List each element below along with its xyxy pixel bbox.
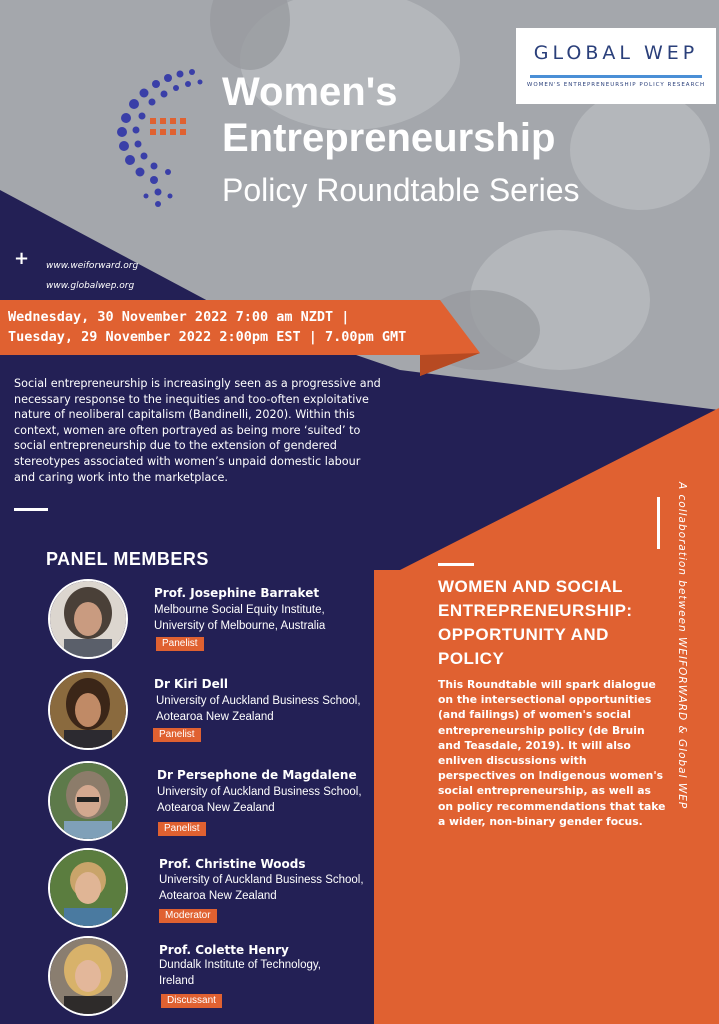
title-line-1: Women's (222, 70, 398, 114)
panel-heading: PANEL MEMBERS (46, 549, 209, 569)
vertical-rule (657, 497, 660, 549)
role-badge: Discussant (161, 994, 222, 1008)
member-name: Prof. Josephine Barraket (154, 586, 320, 600)
logo-mark-icon (100, 66, 215, 216)
collaboration-note: A collaboration between WEIFORWARD & Global WEP (676, 482, 688, 810)
role-badge: Panelist (156, 637, 204, 651)
member-name: Prof. Christine Woods (159, 857, 306, 871)
member-affiliation: University of Auckland Business School, Aotearoa New Zealand (157, 786, 362, 814)
member-name: Dr Persephone de Magdalene (157, 768, 357, 782)
logo-underline (530, 75, 702, 78)
role-badge: Panelist (153, 728, 201, 742)
date-line-2: Tuesday, 29 November 2022 2:00pm EST | 7.00pm GMT (8, 329, 407, 345)
logo-tagline: WOMEN'S ENTREPRENEURSHIP POLICY RESEARCH (526, 82, 706, 88)
divider (14, 508, 48, 511)
avatar (48, 761, 128, 841)
logo-name: GLOBAL WEP (533, 42, 699, 64)
role-badge: Moderator (159, 909, 217, 923)
role-badge: Panelist (158, 822, 206, 836)
link-globalwep[interactable]: www.globalwep.org (46, 281, 135, 291)
divider (438, 563, 474, 566)
member-name: Prof. Colette Henry (159, 943, 289, 957)
avatar (48, 936, 128, 1016)
member-affiliation: University of Auckland Business School, Aotearoa New Zealand (156, 695, 361, 723)
member-affiliation: University of Auckland Business School, Aotearoa New Zealand (159, 874, 364, 902)
member-name: Dr Kiri Dell (154, 677, 229, 691)
topic-body: This Roundtable will spark dialogue on the intersectional opportunities (and failings) of women's social entrepreneurship policy (de Bruin and Teasdale, 2019). It will also enliven discussions with perspectives on Indigenous women's social entrepreneurship, as well as on policy recommendations that take a wider, non-binary gender focus. (438, 678, 666, 828)
link-weiforward[interactable]: www.weiforward.org (46, 261, 139, 271)
avatar (48, 579, 128, 659)
member-affiliation: Melbourne Social Equity Institute, University of Melbourne, Australia (154, 604, 326, 632)
plus-icon: + (14, 248, 30, 269)
title-line-2: Entrepreneurship (222, 116, 556, 160)
links (46, 256, 138, 296)
date-line-1: Wednesday, 30 November 2022 7:00 am NZDT | (8, 309, 350, 325)
subtitle: Policy Roundtable Series (222, 172, 580, 208)
intro-paragraph: Social entrepreneurship is increasingly seen as a progressive and necessary response to the inequities and too-often exploitative nature of neoliberal capitalism (Bandinelli, 2020). Within this context, women are often portrayed as being more ‘suited’ to social entrepreneurship due to the extension of gendered stereotypes associated with women’s unpaid domestic labour and caring work into the marketplace. (14, 377, 381, 484)
member-affiliation: Dundalk Institute of Technology, Ireland (159, 959, 321, 987)
avatar (48, 848, 128, 928)
global-wep-logo (516, 28, 716, 104)
topic-title: WOMEN AND SOCIAL ENTREPRENEURSHIP: OPPORTUNITY AND POLICY (438, 577, 633, 668)
avatar (48, 670, 128, 750)
